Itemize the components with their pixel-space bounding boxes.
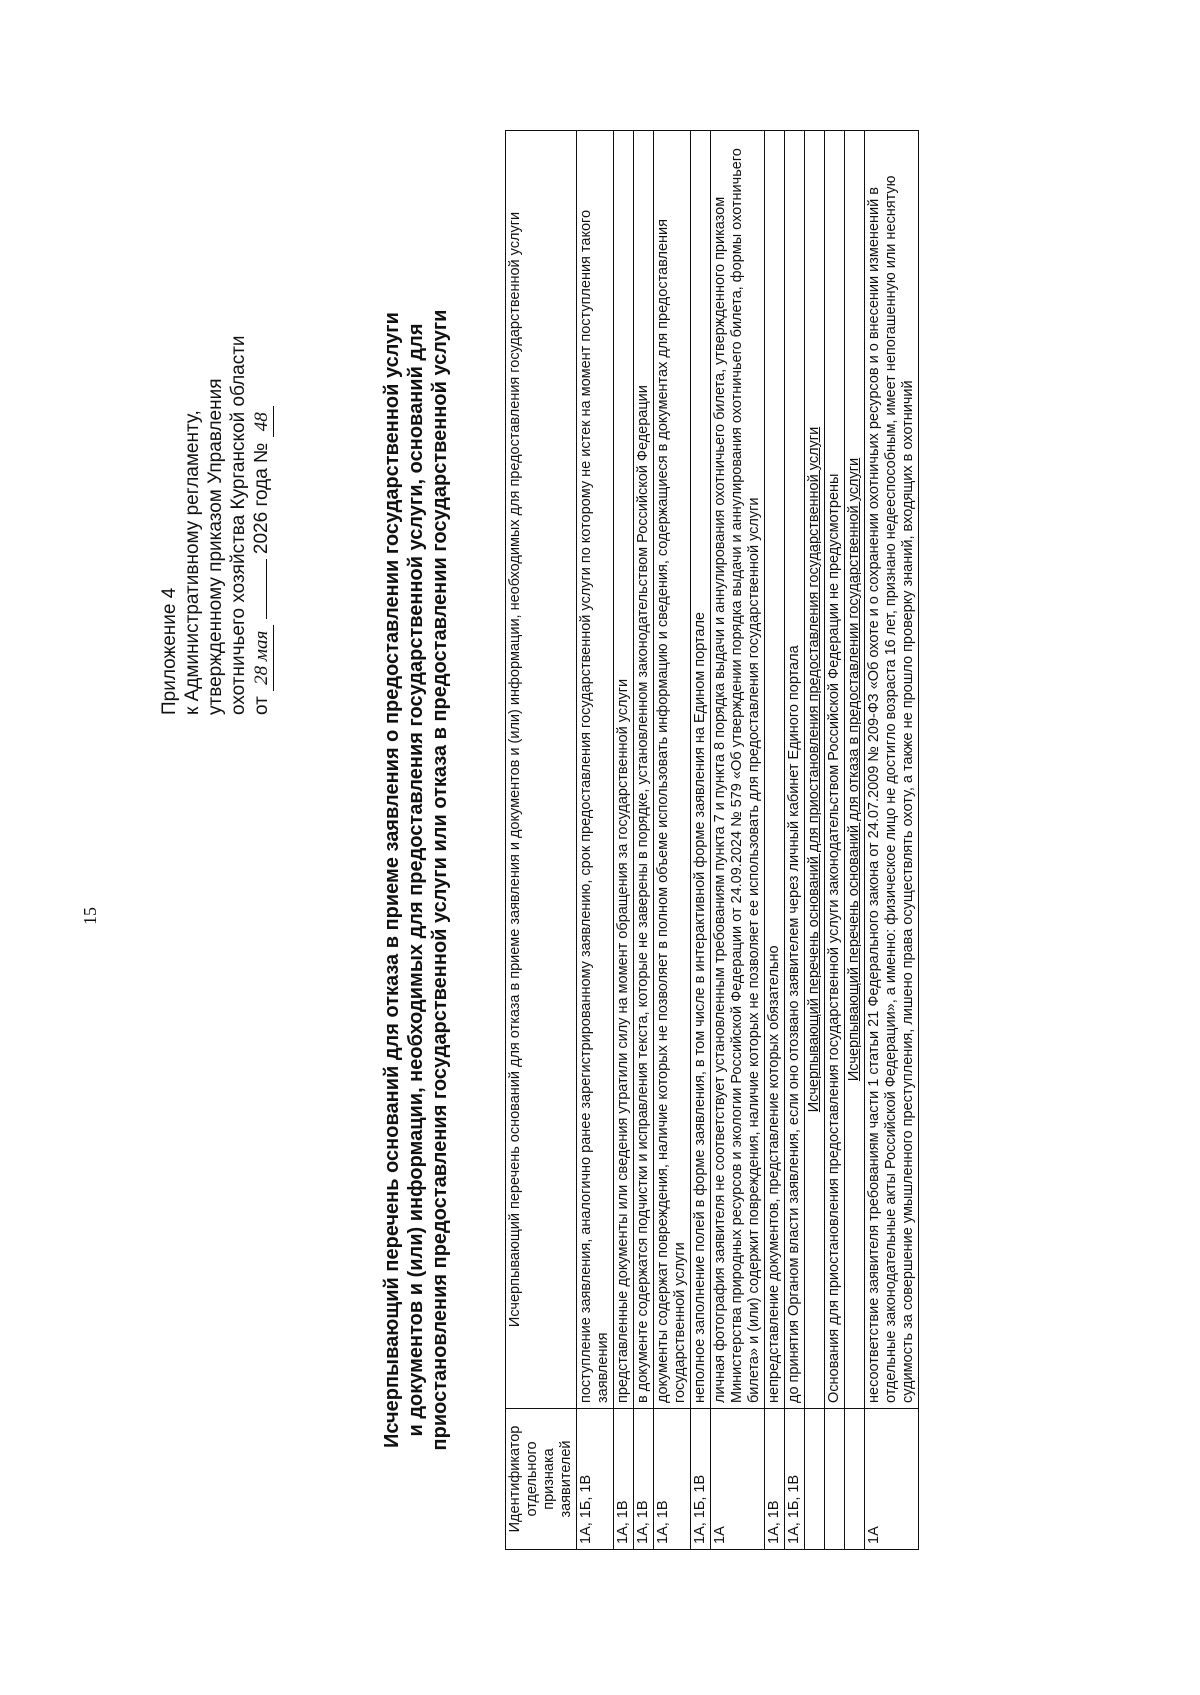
table-row	[654, 131, 691, 1550]
handwritten-date: 28 мая	[250, 625, 274, 691]
appendix-line-3: утвержденному приказом Управления	[205, 378, 226, 715]
document-title: Исчерпывающий перечень оснований для отказа в приеме заявления о предоставлении государственной услуги и документов и (или) информации, необходимых для предоставления государственной услуги, оснований для приостановления предоставления государственной услуги или отказа в предоставлении государственной услуги	[381, 309, 451, 1451]
table-row	[865, 131, 919, 1550]
handwritten-number: 48	[250, 406, 274, 437]
row-ground-text: в документе содержатся подчистки и исправления текста, которые не заверены в порядке, установленном законодательством Российской Федерации	[634, 131, 654, 1409]
appendix-block	[158, 335, 274, 715]
row-identifier: 1А, 1Б, 1В	[691, 1409, 711, 1550]
table-row	[691, 131, 711, 1550]
table-row	[711, 131, 765, 1550]
empty-cell	[825, 1409, 845, 1550]
section-3-rows	[865, 131, 919, 1550]
section-2-header: Исчерпывающий перечень оснований для приостановления предоставления государственной услуги	[805, 131, 825, 1409]
row-ground-text: до принятия Органом власти заявления, если оно отозвано заявителем через личный кабинет Единого портала	[785, 131, 805, 1409]
table-header-row	[506, 131, 577, 1550]
section-3-header: Исчерпывающий перечень оснований для отказа в предоставлении государственной услуги	[845, 131, 865, 1409]
row-identifier: 1А, 1Б, 1В	[785, 1409, 805, 1550]
empty-cell	[845, 1409, 865, 1550]
row-identifier: 1А, 1Б, 1В	[577, 1409, 614, 1550]
row-ground-text: поступление заявления, аналогично ранее зарегистрированному заявлению, срок предоставления государственной услуги по которому не истек на момент поступления такого заявления	[577, 131, 614, 1409]
row-ground-text: документы содержат повреждения, наличие которых не позволяет в полном объеме использовать информацию и сведения, содержащиеся в документах для предоставления государственной услуги	[654, 131, 691, 1409]
section-1-rows	[577, 131, 805, 1550]
header-grounds: Исчерпывающий перечень оснований для отказа в приеме заявления и документов и (или) информации, необходимых для предоставления государственной услуги	[506, 131, 577, 1409]
appendix-line-2: к Административному регламенту,	[182, 410, 203, 715]
row-identifier: 1А	[865, 1409, 919, 1550]
row-identifier: 1А, 1В	[765, 1409, 785, 1550]
date-prefix: от	[251, 696, 272, 715]
section-3-header-row	[845, 131, 865, 1550]
row-ground-text: представленные документы или сведения утратили силу на момент обращения за государственной услуги	[614, 131, 634, 1409]
section-2-text: Основания для приостановления предоставления государственной услуги законодательством Российской Федерации не предусмотрены	[825, 131, 845, 1409]
page-number: 15	[80, 907, 100, 925]
row-identifier: 1А, 1В	[614, 1409, 634, 1550]
empty-cell	[805, 1409, 825, 1550]
row-ground-text: непредставление документов, представление которых обязательно	[765, 131, 785, 1409]
row-identifier: 1А, 1В	[654, 1409, 691, 1550]
table-row	[785, 131, 805, 1550]
table-row	[577, 131, 614, 1550]
row-identifier: 1А	[711, 1409, 765, 1550]
appendix-date-line	[250, 335, 274, 715]
section-2-header-row	[805, 131, 825, 1550]
table-row	[614, 131, 634, 1550]
table-row	[634, 131, 654, 1550]
section-2-row	[825, 131, 845, 1550]
appendix-line-4: охотничьего хозяйства Курганской области	[228, 335, 249, 715]
header-identifier: Идентификатор отдельного признака заявителей	[506, 1409, 577, 1550]
row-identifier: 1А, 1В	[634, 1409, 654, 1550]
row-ground-text: неполное заполнение полей в форме заявления, в том числе в интерактивной форме заявления на Едином портале	[691, 131, 711, 1409]
date-blank	[266, 559, 267, 619]
row-ground-text: несоответствие заявителя требованиям части 1 статьи 21 Федерального закона от 24.07.2009 № 209-ФЗ «Об охоте и о сохранении охотничьих ресурсов и о внесении изменений в отдельные законодательные акты Российской Федерации», а именно: физическое лицо не достигло возраста 16 лет, признано недееспособным, имеет непогашенную или неснятую судимость за совершение умышленного преступления, лишено права осуществлять охоту, а также не прошло проверку знаний, входящих в охотничий	[865, 131, 919, 1409]
row-ground-text: личная фотография заявителя не соответствует установленным требованиям пункта 7 и пункта 8 порядка выдачи и аннулирования охотничьего билета, утвержденного приказом Министерства природных ресурсов и экологии Российской Федерации от 24.09.2024 № 579 «Об утверждении порядка выдачи и аннулирования охотничьего билета, формы охотничьего билета» и (или) содержит повреждения, наличие которых не позволяет ее использовать для предоставления государственной услуги	[711, 131, 765, 1409]
appendix-line-1: Приложение 4	[159, 587, 180, 715]
grounds-table	[505, 130, 919, 1550]
year-text: 2026 года №	[251, 442, 272, 555]
table-row	[765, 131, 785, 1550]
